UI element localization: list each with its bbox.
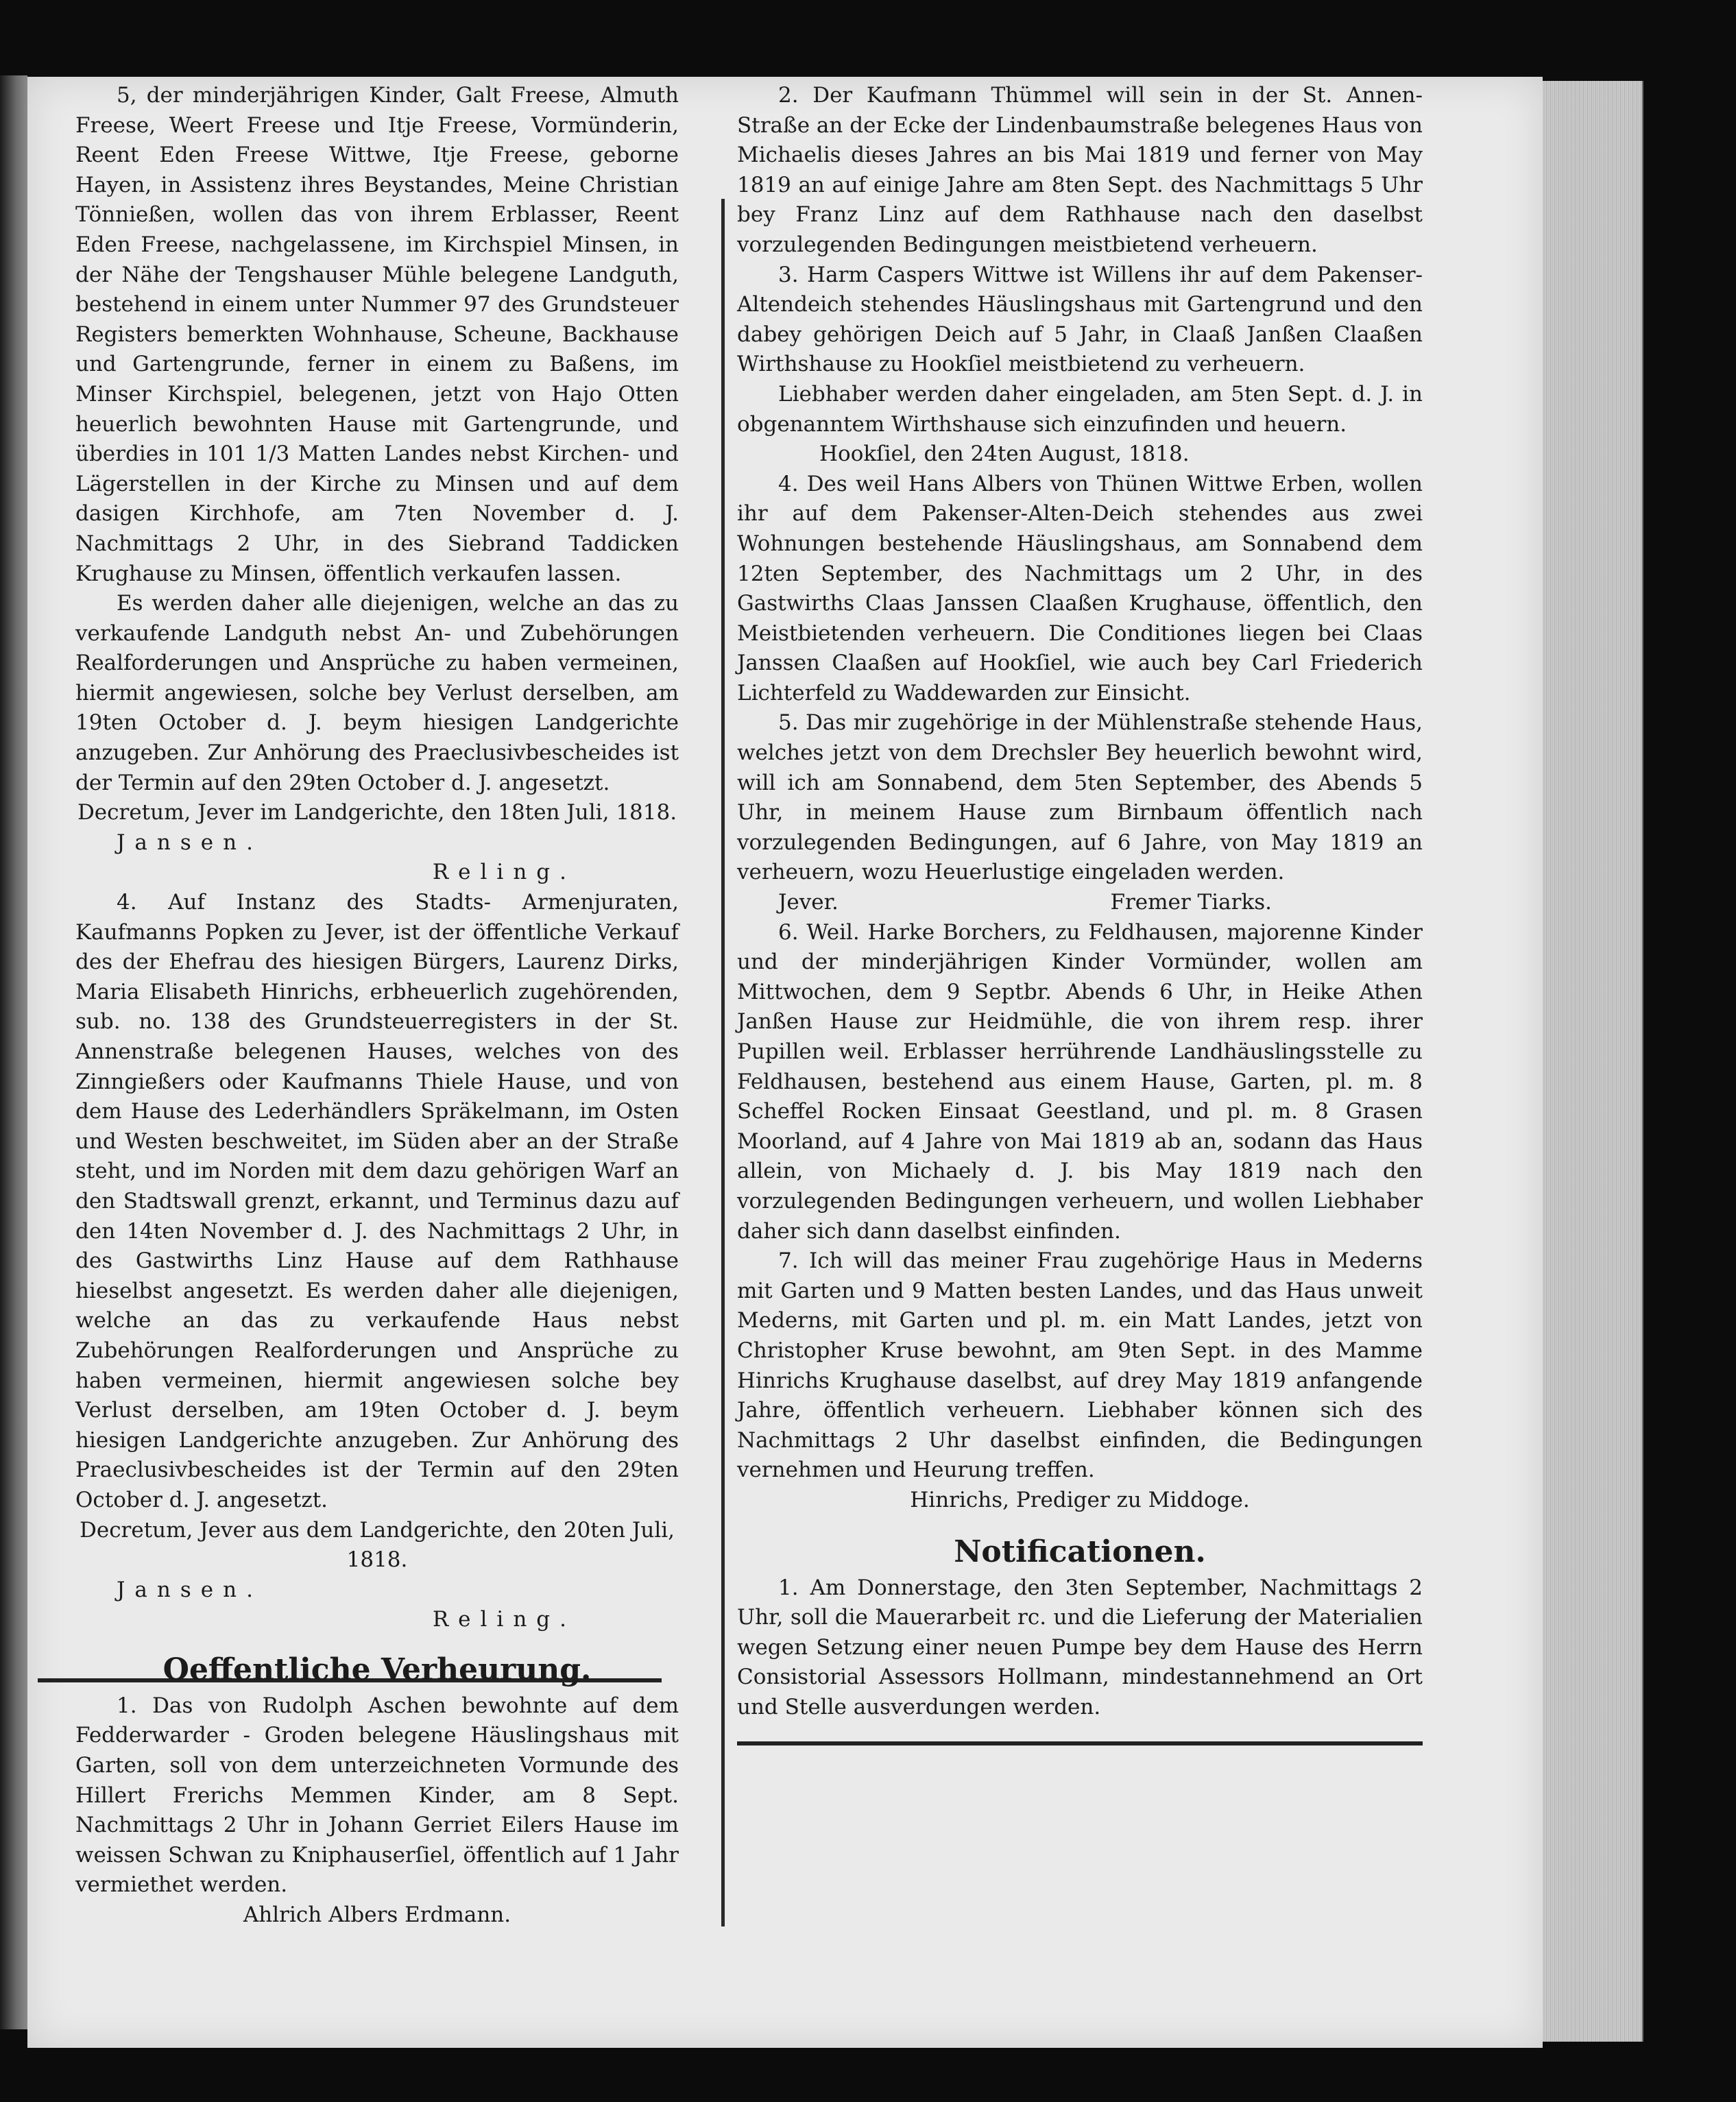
signature: Hinrichs, Prediger zu Middoge. bbox=[910, 1487, 1250, 1512]
notice-text: 7. Ich will das meiner Frau zugehörige Haus in Mederns mit Garten und 9 Matten besten Landes, und das Haus unweit Mederns, mit Garten und pl. m. ein Matt Landes, jetzt von Christopher Kruse bewohnt, am 9ten Sept. in des Mamme Hinrichs Krughause daselbst, auf drey May 1819 anfangende Jahre, öffentlich verheuern. Liebhaber können sich des Nachmittags 2 Uhr daselbst einfinden, die Bedingungen vernehmen und Heurung treffen. bbox=[737, 1248, 1423, 1483]
notice-text: 4. Auf Instanz des Stadts- Armenjuraten, Kaufmanns Popken zu Jever, ist der öffentliche Verkauf des der Ehefrau des hiesigen Bürgers, Laurenz Dirks, Maria Elisabeth Hinrichs, erbheuerlich zugehörenden, sub. no. 138 des Grundsteuerregisters in der St. Annenstraße belegenen Hauses, welches von des Zinngießers oder Kaufmanns Thiele Hause, und von dem Hause des Lederhändlers Spräkelmann, im Osten und Westen beschweitet, im Süden aber an der Straße steht, und im Norden mit dem dazu gehörigen Warf an den Stadtswall grenzt, erkannt, und Terminus dazu auf den 14ten November d. J. des Nachmittags 2 Uhr, in des Gastwirths Linz Hause auf dem Rathhause hieselbst angesetzt. Es werden daher alle diejenigen, welche an das zu verkaufende Haus nebst Zubehörungen Realforderungen und Ansprüche zu haben vermeinen, hiermit angewiesen solche bey Verlust derselben, am 19ten October d. J. beym hiesigen Landgerichte anzugeben. Zur Anhörung des Praeclusivbescheides ist der Termin auf den 29ten October d. J. angesetzt. bbox=[75, 890, 679, 1512]
signature: Ahlrich Albers Erdmann. bbox=[243, 1902, 511, 1928]
signature: Jansen. bbox=[117, 830, 263, 855]
section-rule-right bbox=[737, 1741, 1423, 1745]
right-column bbox=[737, 81, 1423, 1722]
signature: Fremer Tiarks. bbox=[1110, 890, 1272, 915]
notice-text: 1. Das von Rudolph Aschen bewohnte auf dem Fedderwarder - Groden belegene Häuslingshaus mit Garten, soll von dem unterzeichneten Vormunde des Hillert Frerichs Memmen Kinder, am 8 Sept. Nachmittags 2 Uhr in Johann Gerriet Eilers Hause im weissen Schwan zu Kniphauserſiel, öffentlich auf 1 Jahr vermiethet werden. bbox=[75, 1693, 679, 1898]
signature-place: Jever. bbox=[778, 890, 839, 915]
notice-text: 4. Des weil Hans Albers von Thünen Wittwe Erben, wollen ihr auf dem Pakenser-Alten-Deich stehendes aus zwei Wohnungen bestehende Häuslingshaus, am Sonnabend dem 12ten September, des Nachmittags um 2 Uhr, in des Gastwirths Claas Janssen Claaßen Krughause, öffentlich, den Meistbietenden verheuern. Die Conditiones liegen bei Claas Janssen Claaßen auf Hookſiel, wie auch bey Carl Friederich Lichterfeld zu Waddewarden zur Einsicht. bbox=[737, 471, 1423, 705]
decretum: Decretum, Jever aus dem Landgerichte, den 20ten Juli, 1818. bbox=[80, 1517, 675, 1573]
page-stack-edge bbox=[1543, 81, 1643, 2042]
notice-text: 5. Das mir zugehörige in der Mühlenstraße stehende Haus, welches jetzt von dem Drechsler Bey heuerlich bewohnt wird, will ich am Sonnabend, dem 5ten September, des Abends 5 Uhr, in meinem Hause zum Birnbaum öffentlich nach vorzulegenden Bedingungen, auf 6 Jahre, von May 1819 an verheuern, wozu Heuerlustige eingeladen werden. bbox=[737, 710, 1423, 885]
notice-text: Liebhaber werden daher eingeladen, am 5ten Sept. d. J. in obgenanntem Wirthshause sich einzufinden und heuern. bbox=[737, 381, 1423, 437]
signature: Reling. bbox=[432, 860, 576, 885]
place-date: Hookſiel, den 24ten August, 1818. bbox=[819, 442, 1190, 467]
column-divider bbox=[721, 199, 725, 1926]
notice-text: 5, der minderjährigen Kinder, Galt Freese, Almuth Freese, Weert Freese und Itje Freese, Vormünderin, Reent Eden Freese Wittwe, Itje Freese, geborne Hayen, in Assistenz ihres Beystandes, Meine Christian Tönnießen, wollen das von ihrem Erblasser, Reent Eden Freese, nachgelassene, im Kirchspiel Minsen, in der Nähe der Tengshauser Mühle belegene Landguth, bestehend in einem unter Nummer 97 des Grundsteuer Registers bemerkten Wohnhause, Scheune, Backhause und Gartengrunde, ferner in einem zu Baßens, im Minser Kirchspiel, belegenen, jetzt von Hajo Otten heuerlich bewohnten Hause mit Gartengrunde, und überdies in 101 1/3 Matten Landes nebst Kirchen- und Lägerstellen in der Kirche zu Minsen und auf dem dasigen Kirchhofe, am 7ten November d. J. Nachmittags 2 Uhr, in des Siebrand Taddicken Krughause zu Minsen, öffentlich verkaufen lassen. bbox=[75, 83, 679, 586]
decretum: Decretum, Jever im Landgerichte, den 18ten Juli, 1818. bbox=[77, 800, 677, 825]
previous-page-edge bbox=[0, 75, 27, 2029]
left-column bbox=[75, 81, 679, 1931]
notice-text: Es werden daher alle diejenigen, welche an das zu verkaufende Landguth nebst An- und Zubehörungen Realforderungen und Ansprüche zu haben vermeinen, hiermit angewiesen, solche bey Verlust derselben, am 19ten October d. J. beym hiesigen Landgerichte anzugeben. Zur Anhörung des Praeclusivbescheides ist der Termin auf den 29ten October d. J. angesetzt. bbox=[75, 591, 679, 795]
section-heading: Oeffentliche Verheurung. bbox=[162, 1652, 592, 1687]
signature: Reling. bbox=[432, 1607, 576, 1632]
signature-line bbox=[75, 1575, 679, 1606]
notice-text: 6. Weil. Harke Borchers, zu Feldhausen, majorenne Kinder und der minderjährigen Kinder Vormünder, wollen am Mittwochen, dem 9 Septbr. Abends 6 Uhr, in Heike Athen Janßen Hause zur Heidmühle, die von ihrem resp. ihrer Pupillen weil. Erblasser herrührende Landhäuslingsstelle zu Feldhausen, bestehend aus einem Hause, Garten, pl. m. 8 Scheffel Rocken Einsaat Geestland, und pl. m. 8 Grasen Moorland, auf 4 Jahre von Mai 1819 ab an, sodann das Haus allein, von Michaely d. J. bis May 1819 nach den vorzulegenden Bedingungen verheuern, und wollen Liebhaber daher sich dann daselbst einfinden. bbox=[737, 919, 1423, 1244]
signature-line bbox=[75, 828, 679, 858]
notice-text: 1. Am Donnerstage, den 3ten September, Nachmittags 2 Uhr, soll die Mauerarbeit rc. und die Lieferung der Materialien wegen Setzung einer neuen Pumpe bey dem Hause des Herrn Consistorial Assessors Hollmann, mindestannehmend an Ort und Stelle ausverdungen werden. bbox=[737, 1575, 1423, 1719]
section-heading: Notificationen. bbox=[954, 1534, 1206, 1569]
notice-text: 3. Harm Caspers Wittwe ist Willens ihr auf dem Pakenser-Altendeich stehendes Häuslingshaus mit Gartengrund und den dabey gehörigen Deich auf 5 Jahr, in Claaß Janßen Claaßen Wirthshause zu Hookſiel meistbietend zu verheuern. bbox=[737, 262, 1423, 377]
notice-text: 2. Der Kaufmann Thümmel will sein in der St. Annen-Straße an der Ecke der Lindenbaumstraße belegenes Haus von Michaelis dieses Jahres an bis Mai 1819 und ferner von May 1819 an auf einige Jahre am 8ten Sept. des Nachmittags 5 Uhr bey Franz Linz auf dem Rathhause nach den daselbst vorzulegenden Bedingungen meistbietend verheuern. bbox=[737, 83, 1423, 257]
signature-line bbox=[737, 888, 1423, 918]
signature: Jansen. bbox=[117, 1577, 263, 1602]
